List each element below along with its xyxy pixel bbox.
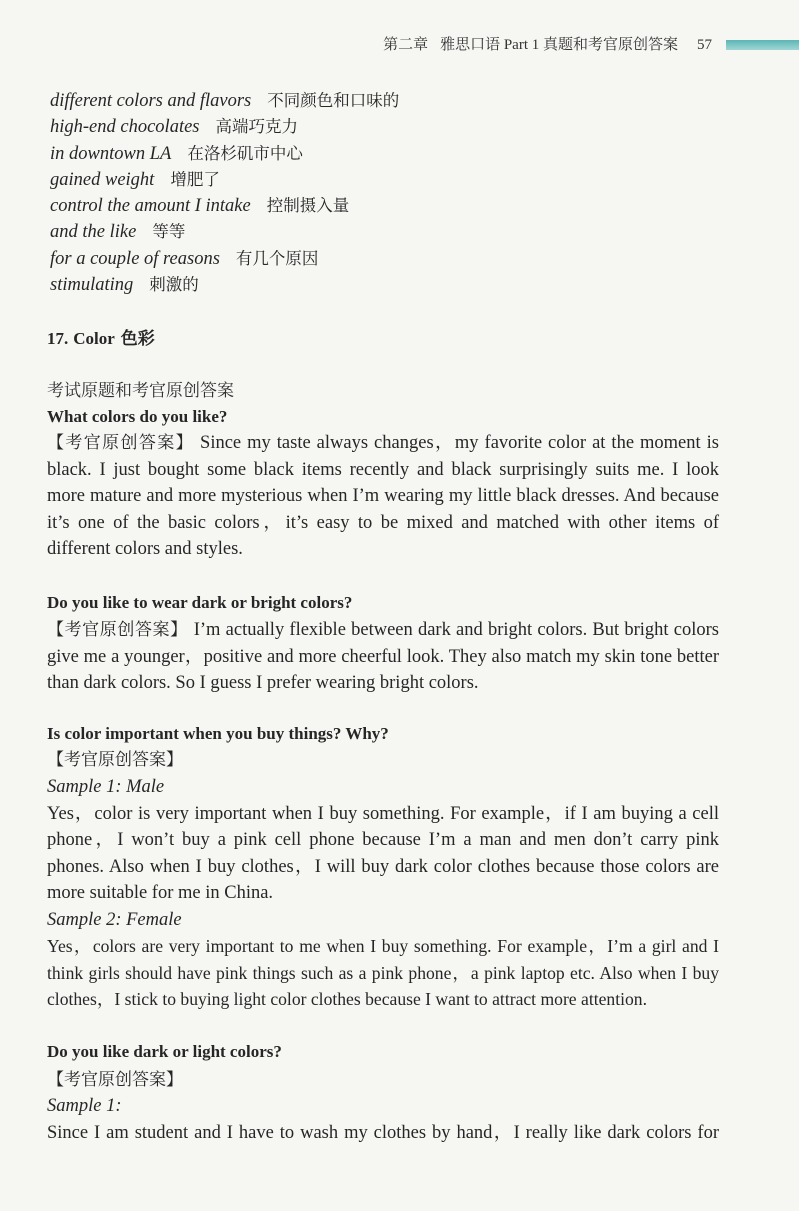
chapter-title: 雅思口语 Part 1 真题和考官原创答案 [440,37,678,53]
sample-label: Sample 2: Female [47,910,182,930]
answer-line: more mature and more mysterious when I’m wearing my little black dresses. And because [47,486,719,506]
answer-line: different colors and styles. [47,539,243,559]
answer-paragraph [47,430,719,563]
question-heading: Do you like to wear dark or bright colors? [47,593,353,612]
vocab-translation: 控制摄入量 [266,196,350,216]
answer-line: phone，I won’t buy a pink cell phone because I’m a man and men don’t carry pink [47,830,719,851]
answer-tag: 【考官原创答案】 [47,620,188,639]
answer-line: Yes，colors are very important to me when I buy something. For example，I’m a girl and I [47,936,719,956]
vocabulary-item [50,219,650,245]
page-number: 57 [697,37,712,53]
vocab-translation: 等等 [152,222,186,242]
answer-tag: 【考官原创答案】 [47,1070,183,1089]
answer-line: give me a younger，positive and more cheerful look. They also match my skin tone better [47,646,719,667]
answer-text: I’m actually flexible between dark and bright colors. But bright colors [193,620,719,640]
section-title-zh: 色彩 [120,329,155,348]
sample-label: Sample 1: [47,1096,122,1116]
vocab-term: and the like [50,222,137,243]
vocab-term: gained weight [50,169,155,190]
vocabulary-item [50,88,650,114]
vocab-term: stimulating [50,275,134,296]
section-title-en: Color [73,329,115,348]
vocabulary-item [50,272,650,298]
answer-line: think girls should have pink things such as a pink phone，a pink laptop etc. Also when I buy [47,962,719,983]
question-heading: Do you like dark or light colors? [47,1042,282,1061]
answer-line: more suitable for me in China. [47,883,274,904]
vocab-translation: 在洛杉矶市中心 [187,143,303,163]
answer-line [47,430,719,457]
vocab-translation: 刺激的 [149,275,199,295]
answer-line: phones. Also when I buy clothes，I will buy dark color clothes because those colors are [47,856,719,877]
answer-line: clothes，I stick to buying light color clothes because I want to attract more attention. [47,989,647,1009]
answer-line: Yes，color is very important when I buy something. For example，if I am buying a cell [47,804,719,824]
vocab-translation: 不同颜色和口味的 [267,91,400,110]
question-heading: What colors do you like? [47,407,228,426]
answer-text: Since my taste always changes，my favorite color at the moment is [200,433,720,453]
section-subtitle: 考试原题和考官原创答案 [47,381,234,400]
vocabulary-item [50,193,650,219]
vocab-term: for a couple of reasons [50,248,220,269]
vocabulary-item [50,114,650,140]
answer-line: black. I just bought some black items recently and black surprisingly suits me. I look [47,459,719,480]
vocab-term: high-end chocolates [50,117,200,138]
answer-line [47,617,719,644]
vocabulary-list [50,88,650,298]
answer-paragraph [47,801,719,907]
answer-line: it’s one of the basic colors，it’s easy to be mixed and matched with other items of [47,512,719,533]
section-heading [47,326,719,352]
chapter-label: 第二章 [383,37,429,53]
vocab-term: different colors and flavors [50,91,252,111]
answer-tag: 【考官原创答案】 [47,750,183,769]
answer-paragraph [47,1120,719,1147]
vocabulary-item [50,141,650,167]
sample-label: Sample 1: Male [47,777,165,797]
question-heading: Is color important when you buy things? Why? [47,724,389,743]
vocabulary-item [50,167,650,193]
vocab-translation: 增肥了 [170,169,220,189]
answer-line: than dark colors. So I guess I prefer wearing bright colors. [47,673,479,693]
vocab-term: in downtown LA [50,143,172,164]
vocab-translation: 高端巧克力 [215,117,298,137]
answer-paragraph [47,617,719,697]
answer-paragraph [47,933,719,1013]
header-accent-bar [726,40,799,50]
answer-line: Since I am student and I have to wash my clothes by hand，I really like dark colors for [47,1123,719,1143]
section-number: 17. [47,329,69,348]
vocab-term: control the amount I intake [50,196,251,217]
running-header [383,36,712,54]
answer-tag: 【考官原创答案】 [47,433,195,452]
vocabulary-item [50,246,650,272]
vocab-translation: 有几个原因 [235,248,319,268]
